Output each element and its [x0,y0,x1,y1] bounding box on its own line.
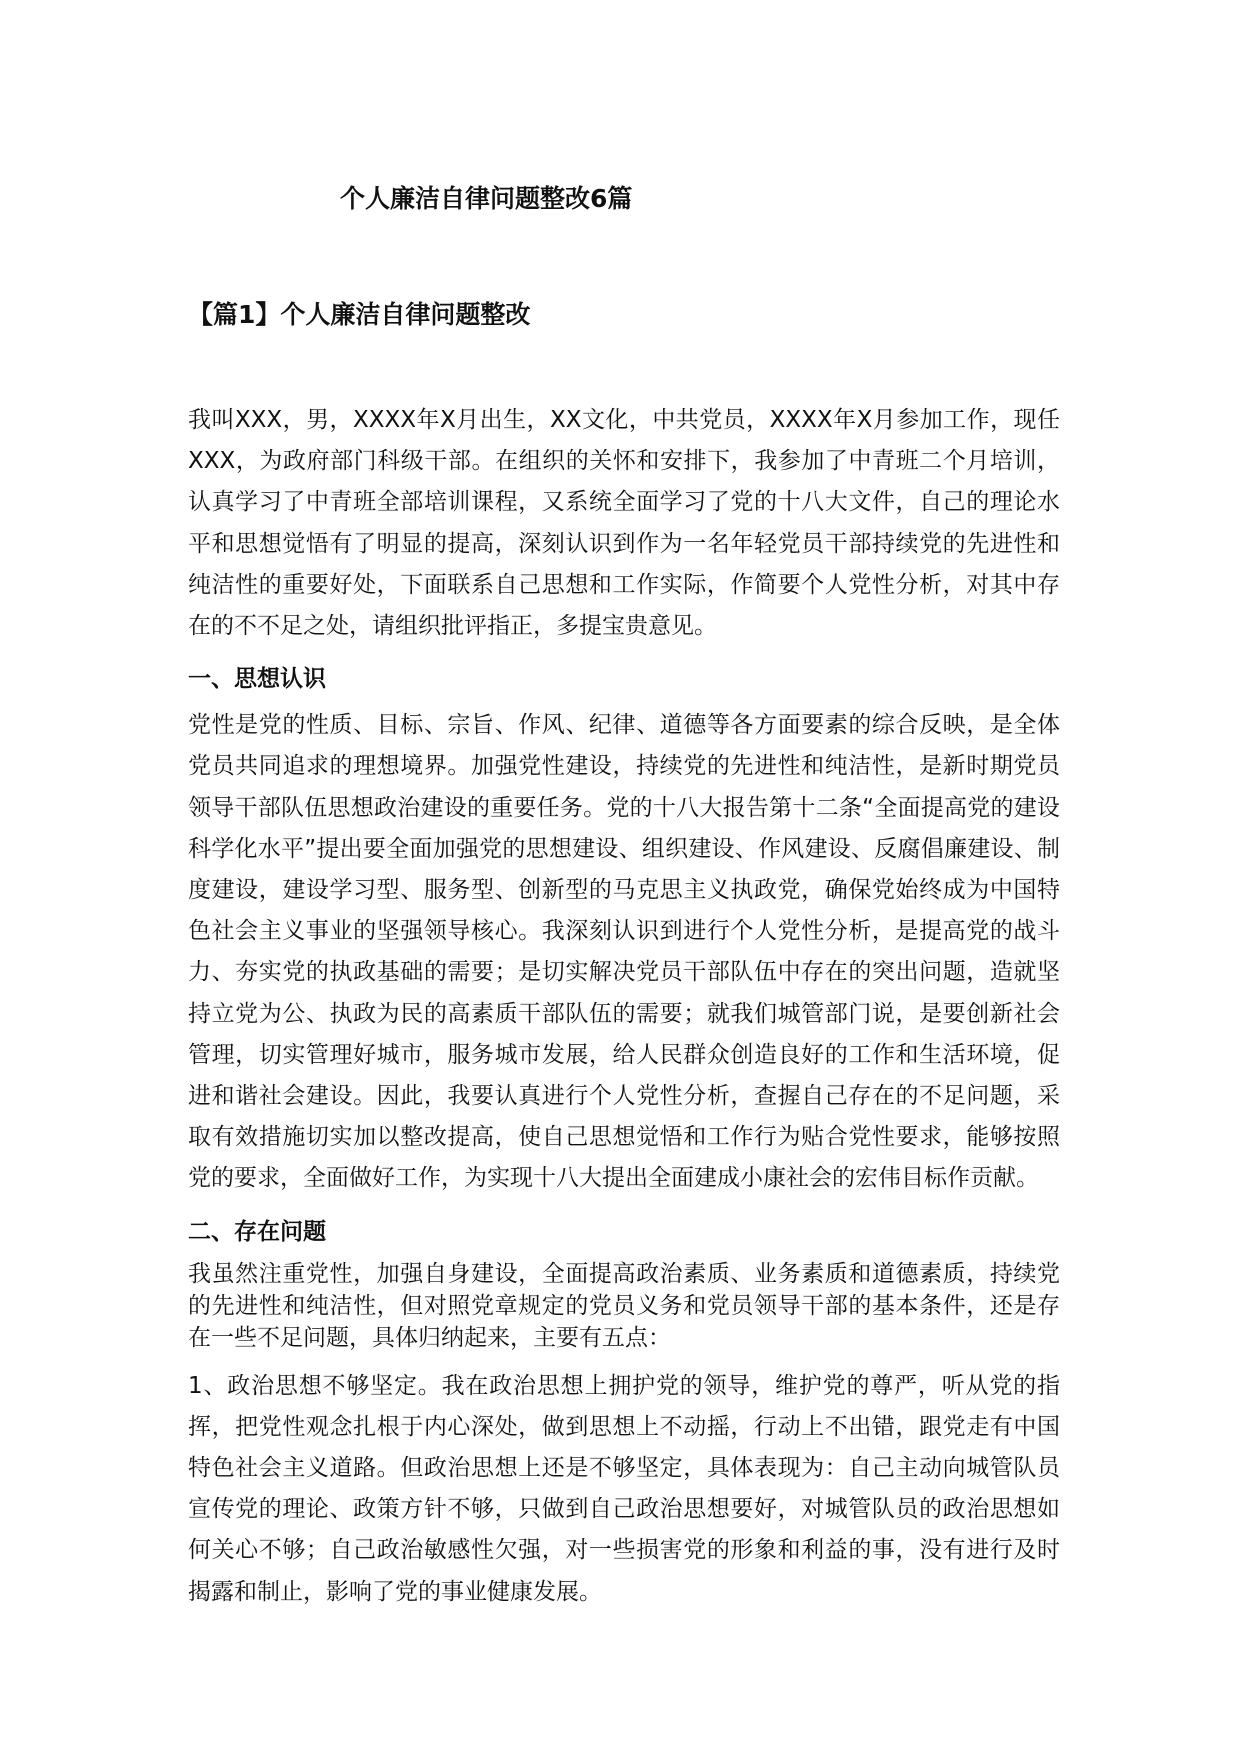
thought-awareness-paragraph: 党性是党的性质、目标、宗旨、作风、纪律、道德等各方面要素的综合反映，是全体党员共同追求的理想境界。加强党性建设，持续党的先进性和纯洁性，是新时期党员领导干部队伍思想政治建设的重要任务。党的十八大报告第十二条“全面提高党的建设科学化水平”提出要全面加强党的思想建设、组织建设、作风建设、反腐倡廉建设、制度建设，建设学习型、服务型、创新型的马克思主义执政党，确保党始终成为中国特色社会主义事业的坚强领导核心。我深刻认识到进行个人党性分析，是提高党的战斗力、夯实党的执政基础的需要；是切实解决党员干部队伍中存在的突出问题，造就坚持立党为公、执政为民的高素质干部队伍的需要；就我们城管部门说，是要创新社会管理，切实管理好城市，服务城市发展，给人民群众创造良好的工作和生活环境，促进和谐社会建设。因此，我要认真进行个人党性分析，查握自己存在的不足问题，采取有效措施切实加以整改提高，使自己思想觉悟和工作行为贴合党性要求，能够按照党的要求，全面做好工作，为实现十八大提出全面建成小康社会的宏伟目标作贡献。 [188,712,1060,1192]
document-body [188,400,1060,1613]
document-title: 个人廉洁自律问题整改6篇 [340,184,633,213]
problem-point-1 [188,1366,1060,1613]
section-title: 【篇1】个人廉洁自律问题整改 [188,300,531,329]
heading-thought-awareness: 一、思想认识 [188,666,326,693]
intro-paragraph: 我叫XXX，男，XXXX年X月出生，XX文化，中共党员，XXXX年X月参加工作，现任XXX，为政府部门科级干部。在组织的关怀和安排下，我参加了中青班二个月培训，认真学习了中青班全部培训课程，又系统全面学习了党的十八大文件，自己的理论水平和思想觉悟有了明显的提高，深刻认识到作为一名年轻党员干部持续党的先进性和纯洁性的重要好处，下面联系自己思想和工作实际，作简要个人党性分析，对其中存在的不不足之处，请组织批评指正，多提宝贵意见。 [188,407,1060,640]
problem-point-1-lead: 1、政治思想不够坚定。 [188,1372,442,1399]
heading-existing-problems: 二、存在问题 [188,1218,326,1245]
problem-point-1-body: 我在政治思想上拥护党的领导，维护党的尊严，听从党的指挥，把党性观念扎根于内心深处，做到思想上不动摇，行动上不出错，跟党走有中国特色社会主义道路。但政治思想上还是不够坚定，具体表现为：自己主动向城管队员宣传党的理论、政策方针不够，只做到自己政治思想要好，对城管队员的政治思想如何关心不够；自己政治敏感性欠强，对一些损害党的形象和利益的事，没有进行及时揭露和制止，影响了党的事业健康发展。 [188,1372,1060,1605]
existing-problems-paragraph: 我虽然注重党性，加强自身建设，全面提高政治素质、业务素质和道德素质，持续党的先进性和纯洁性，但对照党章规定的党员义务和党员领导干部的基本条件，还是存在一些不足问题，具体归纳起来，主要有五点： [188,1260,1060,1351]
